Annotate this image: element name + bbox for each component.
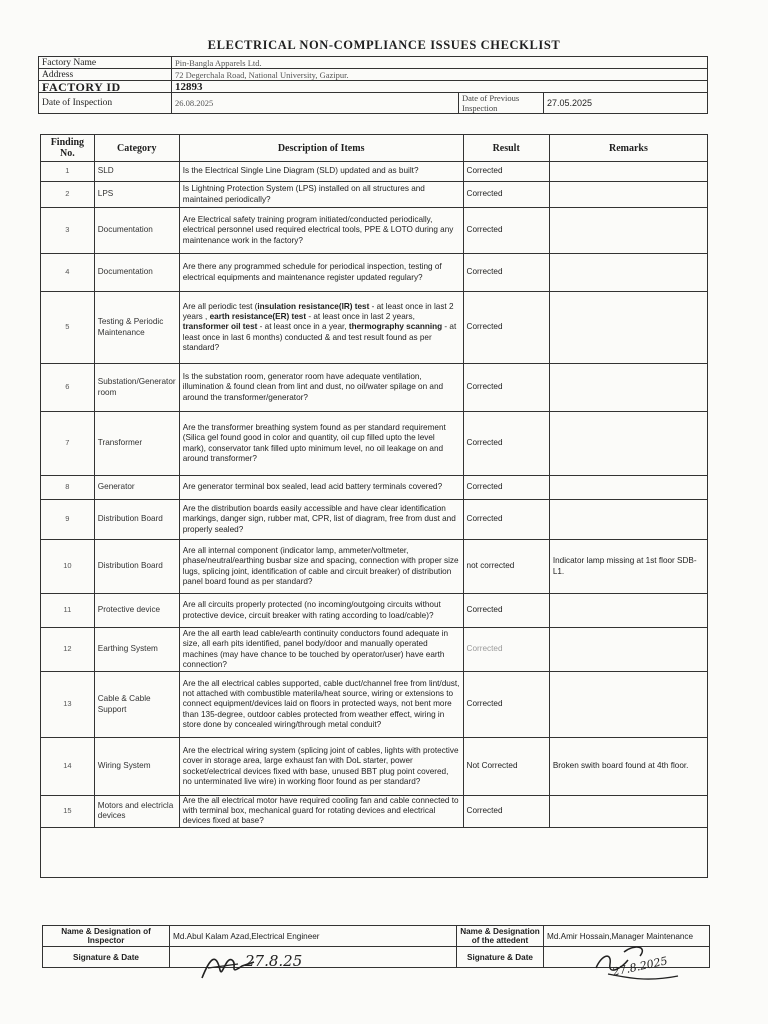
description-cell: Are the distribution boards easily accessible and have clear identification markings, danger sign, rubber mat, CPR, list of diagram, free from dust and properly sealed?	[179, 500, 463, 540]
description-cell: Are generator terminal box sealed, lead acid battery terminals covered?	[179, 476, 463, 500]
finding-no: 12	[41, 628, 95, 672]
header-remarks: Remarks	[549, 135, 707, 162]
result-cell: Corrected	[463, 292, 549, 364]
finding-no: 15	[41, 796, 95, 828]
remarks-cell	[549, 412, 707, 476]
table-row	[41, 364, 708, 412]
category-cell: Protective device	[94, 594, 179, 628]
remarks-cell	[549, 796, 707, 828]
remarks-cell	[549, 672, 707, 738]
remarks-cell: Broken swith board found at 4th floor.	[549, 738, 707, 796]
remarks-cell	[549, 208, 707, 254]
header-finding-no: Finding No.	[41, 135, 95, 162]
result-cell: not corrected	[463, 540, 549, 594]
previous-inspection-value: 27.05.2025	[544, 93, 708, 114]
finding-no: 2	[41, 182, 95, 208]
category-cell: Documentation	[94, 208, 179, 254]
category-cell: Documentation	[94, 254, 179, 292]
attendee-value: Md.Amir Hossain,Manager Maintenance	[544, 926, 710, 947]
remarks-cell	[549, 182, 707, 208]
factory-name-value: Pin-Bangla Apparels Ltd.	[172, 57, 708, 69]
description-cell: Is the substation room, generator room have adequate ventilation, illumination & found clean from lint and dust, no oil/water spilage on and around the transformer/generator?	[179, 364, 463, 412]
finding-no: 3	[41, 208, 95, 254]
category-cell: Transformer	[94, 412, 179, 476]
finding-no: 4	[41, 254, 95, 292]
table-row	[41, 412, 708, 476]
table-row	[41, 476, 708, 500]
description-cell: Are the all earth lead cable/earth continuity conductors found adequate in size, all earh pits identified, panel body/door and manually operated machines (may have chance to be touched by operator/user) have earth connection?	[179, 628, 463, 672]
remarks-cell	[549, 364, 707, 412]
finding-no: 14	[41, 738, 95, 796]
description-cell: Is the Electrical Single Line Diagram (SLD) updated and as built?	[179, 162, 463, 182]
header-result: Result	[463, 135, 549, 162]
finding-no: 8	[41, 476, 95, 500]
table-row	[41, 292, 708, 364]
description-cell: Are the transformer breathing system found as per standard requirement (Silica gel found good in color and quantity, oil cup filled upto the level mark), conservator tank filled upto minimum level, no oil leakage on and around transformer?	[179, 412, 463, 476]
remarks-cell	[549, 254, 707, 292]
table-row	[41, 796, 708, 828]
result-cell: Corrected	[463, 500, 549, 540]
description-cell	[179, 292, 463, 364]
result-cell: Corrected	[463, 412, 549, 476]
result-cell: Corrected	[463, 796, 549, 828]
category-cell: Earthing System	[94, 628, 179, 672]
finding-no: 13	[41, 672, 95, 738]
inspector-value: Md.Abul Kalam Azad,Electrical Engineer	[170, 926, 457, 947]
finding-no: 5	[41, 292, 95, 364]
blank-row	[41, 827, 708, 877]
category-cell: Motors and electricla devices	[94, 796, 179, 828]
category-cell: Testing & Periodic Maintenance	[94, 292, 179, 364]
result-cell: Not Corrected	[463, 738, 549, 796]
result-cell: Corrected	[463, 594, 549, 628]
category-cell: Distribution Board	[94, 500, 179, 540]
row5-bold-2: earth resistance(ER) test	[209, 312, 307, 322]
blank-cell	[41, 827, 708, 877]
inspection-date-value: 26.08.2025	[172, 93, 459, 114]
inspection-date-label: Date of Inspection	[39, 93, 172, 114]
row5-text-2: - at least once in last 2 years ,	[182, 301, 454, 322]
attendee-signature-date: 27.8.2025	[611, 954, 669, 979]
result-cell: Corrected	[463, 182, 549, 208]
result-cell: Corrected	[463, 672, 549, 738]
checklist-table	[40, 134, 708, 878]
table-row	[41, 500, 708, 540]
table-row	[41, 162, 708, 182]
result-cell: Corrected	[463, 208, 549, 254]
header-description: Description of Items	[179, 135, 463, 162]
remarks-cell	[549, 476, 707, 500]
result-cell: Corrected	[463, 628, 549, 672]
category-cell: Cable & Cable Support	[94, 672, 179, 738]
finding-no: 6	[41, 364, 95, 412]
description-cell: Are the all electrical cables supported, cable duct/channel free from lint/dust, not attached with combustible materila/heat source, wiring or extensions to connect equipment/devices laid on floors in protected ways, not bent more than 135-degree, outdoor cables protected from weather effect, wiring in store done by concealed wiring/through metal conduit?	[179, 672, 463, 738]
remarks-cell	[549, 292, 707, 364]
category-cell: Wiring System	[94, 738, 179, 796]
category-cell: Distribution Board	[94, 540, 179, 594]
finding-no: 1	[41, 162, 95, 182]
attendee-signature-label: Signature & Date	[457, 947, 544, 968]
factory-id-label: FACTORY ID	[39, 81, 172, 93]
remarks-cell	[549, 500, 707, 540]
description-cell: Are Electrical safety training program initiated/conducted periodically, electrical personnel used required electrical tools, PPE & LOTO during any maintenance work in the factory?	[179, 208, 463, 254]
result-cell: Corrected	[463, 162, 549, 182]
header-category: Category	[94, 135, 179, 162]
finding-no: 10	[41, 540, 95, 594]
table-row	[41, 738, 708, 796]
description-cell: Is Lightning Protection System (LPS) installed on all structures and maintained periodically?	[179, 182, 463, 208]
category-cell: SLD	[94, 162, 179, 182]
result-cell: Corrected	[463, 254, 549, 292]
row5-text-4: - at least once in a year,	[257, 322, 349, 332]
result-cell: Corrected	[463, 476, 549, 500]
finding-no: 9	[41, 500, 95, 540]
table-row	[41, 540, 708, 594]
row5-bold-1: insulation resistance(IR) test	[257, 301, 370, 311]
table-row	[41, 254, 708, 292]
remarks-cell	[549, 162, 707, 182]
row5-bold-3: transformer oil test	[182, 322, 258, 332]
result-cell: Corrected	[463, 364, 549, 412]
factory-name-label: Factory Name	[39, 57, 172, 69]
table-row	[41, 594, 708, 628]
address-label: Address	[39, 69, 172, 81]
finding-no: 7	[41, 412, 95, 476]
description-cell: Are there any programmed schedule for periodical inspection, testing of electrical equipments and maintenance register updated regulary?	[179, 254, 463, 292]
category-cell: LPS	[94, 182, 179, 208]
description-cell: Are the electrical wiring system (splicing joint of cables, lights with protective cover in storage area, large exhaust fan with DoL starter, power socket/electrical devices fixed with base, unused BBT plug point covered, no unterminated live wire) in working floor found as per standard?	[179, 738, 463, 796]
document-title: ELECTRICAL NON-COMPLIANCE ISSUES CHECKLIST	[207, 38, 561, 52]
finding-no: 11	[41, 594, 95, 628]
table-row	[41, 672, 708, 738]
table-row	[41, 182, 708, 208]
factory-id-value: 12893	[172, 81, 708, 93]
row5-text-5: - at least once in last 6 months) conducted & and test result found as per standard?	[182, 322, 457, 352]
description-cell: Are all circuits properly protected (no incoming/outgoing circuits without protective device, circuit breaker with rating according to load/cable)?	[179, 594, 463, 628]
attendee-label: Name & Designation of the attedent	[457, 926, 544, 947]
inspector-label: Name & Designation of Inspector	[43, 926, 170, 947]
row5-bold-4: thermography scanning	[348, 322, 443, 332]
address-value: 72 Degerchala Road, National University, Gazipur.	[172, 69, 708, 81]
category-cell: Substation/Generator room	[94, 364, 179, 412]
description-cell: Are all internal component (indicator lamp, ammeter/voltmeter, phase/neutral/earthing busbar size and spacing, connection with proper size lugs, splicing joint, identification of cable and circuit breaker) of distribution panel board found as per standard?	[179, 540, 463, 594]
inspector-signature-date: 27.8.25	[245, 952, 303, 970]
remarks-cell: Indicator lamp missing at 1st floor SDB-L1.	[549, 540, 707, 594]
previous-inspection-label: Date of Previous Inspection	[459, 93, 544, 114]
table-row	[41, 628, 708, 672]
row5-text-3: - at least once in last 2 years,	[306, 312, 415, 322]
remarks-cell	[549, 594, 707, 628]
description-cell: Are the all electrical motor have required cooling fan and cable connected to with terminal box, mechanical guard for rotating devices and electrical devices fixed at base?	[179, 796, 463, 828]
category-cell: Generator	[94, 476, 179, 500]
row5-text-1: Are all periodic test (	[182, 301, 258, 311]
remarks-cell	[549, 628, 707, 672]
factory-info-table	[38, 56, 708, 114]
checklist-header-row	[41, 135, 708, 162]
inspector-signature-label: Signature & Date	[43, 947, 170, 968]
table-row	[41, 208, 708, 254]
